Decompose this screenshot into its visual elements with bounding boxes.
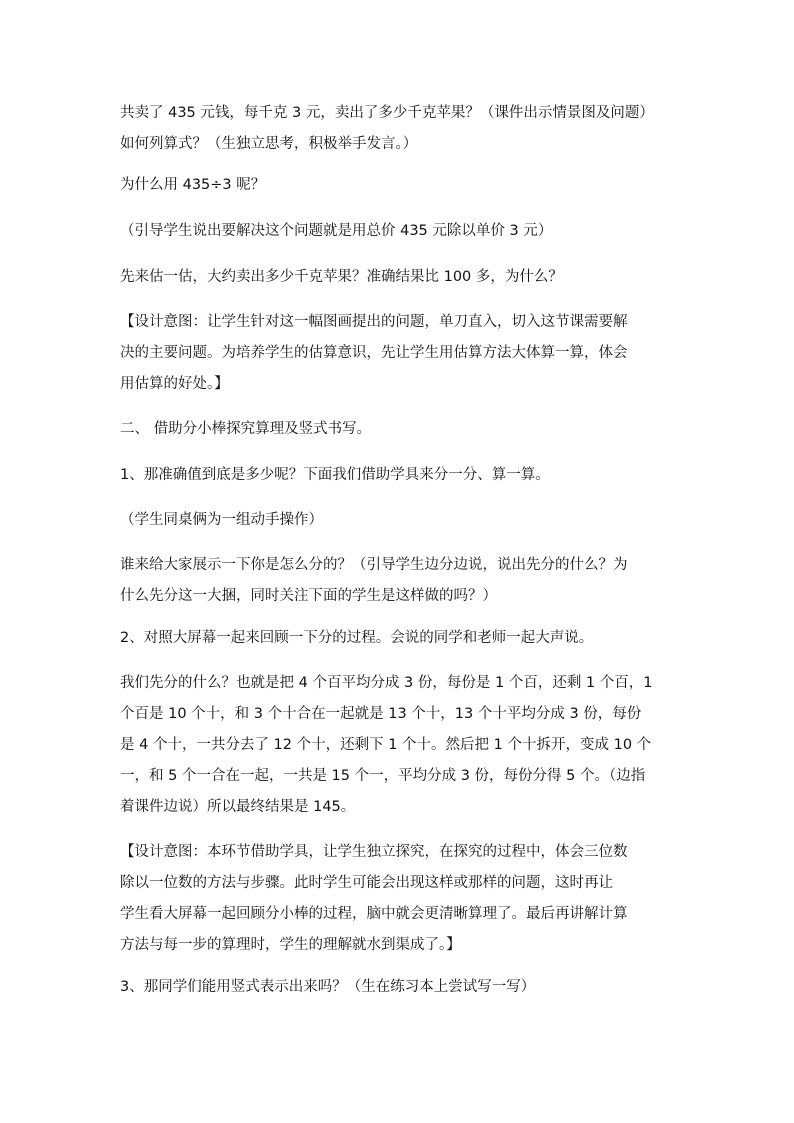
text-line: 如何列算式？（生独立思考，积极举手发言。） xyxy=(120,136,418,152)
text-line: 什么先分这一大捆，同时关注下面的学生是这样做的吗？） xyxy=(120,588,497,604)
text-line: 先来估一估，大约卖出多少千克苹果？准确结果比 100 多，为什么？ xyxy=(120,269,563,285)
text-line: 共卖了 435 元钱，每千克 3 元，卖出了多少千克苹果？（课件出示情景图及问题） xyxy=(120,105,654,121)
paragraph-design-intent-1 xyxy=(120,307,680,400)
text-line: （学生同桌俩为一组动手操作） xyxy=(120,512,323,528)
paragraph-guidance xyxy=(120,216,680,247)
text-line: 着课件边说）所以最终结果是 145。 xyxy=(120,799,356,815)
text-line: 二、 借助分小棒探究算理及竖式书写。 xyxy=(120,421,372,437)
text-line: 决的主要问题。为培养学生的估算意识，先让学生用估算方法大体算一算，体会 xyxy=(120,345,628,361)
text-line: 除以一位数的方法与步骤。此时学生可能会出现这样或那样的问题，这时再让 xyxy=(120,875,613,891)
text-line: 方法与每一步的算理时，学生的理解就水到渠成了。】 xyxy=(120,937,461,953)
text-line: 我们先分的什么？也就是把 4 个百平均分成 3 份，每份是 1 个百，还剩 1 个百，1 xyxy=(120,675,653,691)
text-line: 【设计意图：让学生针对这一幅图画提出的问题，单刀直入，切入这节课需要解 xyxy=(120,314,628,330)
section-heading-2 xyxy=(120,414,680,445)
text-line: 【设计意图：本环节借助学具，让学生独立探究，在探究的过程中，体会三位数 xyxy=(120,844,628,860)
text-line: 用估算的好处。】 xyxy=(120,376,229,392)
paragraph-show-how xyxy=(120,550,680,612)
paragraph-why-division xyxy=(120,170,680,201)
text-line: 学生看大屏幕一起回顾分小棒的过程，脑中就会更清晰算理了。最后再讲解计算 xyxy=(120,906,628,922)
text-line: 一，和 5 个一合在一起，一共是 15 个一，平均分成 3 份，每份分得 5 个。（边指 xyxy=(120,768,646,784)
paragraph-step-3 xyxy=(120,972,680,1003)
text-line: 个百是 10 个十，和 3 个十合在一起就是 13 个十，13 个十平均分成 3 份，每份 xyxy=(120,706,642,722)
text-line: 为什么用 435÷3 呢？ xyxy=(120,177,266,193)
paragraph-group-operation xyxy=(120,505,680,536)
text-line: 谁来给大家展示一下你是怎么分的？（引导学生边分边说，说出先分的什么？为 xyxy=(120,557,628,573)
text-line: （引导学生说出要解决这个问题就是用总价 435 元除以单价 3 元） xyxy=(120,223,553,239)
paragraph-estimate xyxy=(120,262,680,293)
text-line: 是 4 个十，一共分去了 12 个十，还剩下 1 个十。然后把 1 个十拆开，变成 10 个 xyxy=(120,737,652,753)
paragraph-step-2 xyxy=(120,623,680,654)
paragraph-design-intent-2 xyxy=(120,837,680,961)
paragraph-process-explanation xyxy=(120,668,680,823)
text-line: 2、对照大屏幕一起来回顾一下分的过程。会说的同学和老师一起大声说。 xyxy=(120,630,594,646)
text-line: 3、那同学们能用竖式表示出来吗？（生在练习本上尝试写一写） xyxy=(120,979,536,995)
paragraph-step-1 xyxy=(120,460,680,491)
text-line: 1、那准确值到底是多少呢？下面我们借助学具来分一分、算一算。 xyxy=(120,467,550,483)
paragraph-problem-statement xyxy=(120,98,680,160)
